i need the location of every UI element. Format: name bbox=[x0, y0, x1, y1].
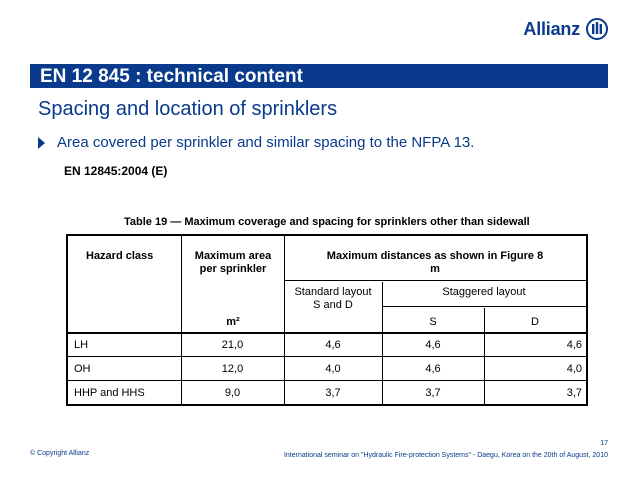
cell-area: 12,0 bbox=[221, 363, 244, 375]
cell-hazard: OH bbox=[74, 363, 91, 375]
header-max-area-line2: per sprinkler bbox=[199, 263, 267, 275]
cell-standard: 3,7 bbox=[325, 387, 341, 399]
cell-hazard: HHP and HHS bbox=[74, 387, 145, 399]
cell-hazard: LH bbox=[74, 339, 89, 351]
col-divider bbox=[181, 236, 182, 404]
standard-excerpt bbox=[60, 156, 596, 410]
header-standard-sd: S and D bbox=[313, 299, 353, 311]
cell-d: 4,6 bbox=[566, 339, 582, 351]
row-divider bbox=[68, 356, 586, 357]
footer-copyright: © Copyright Allianz bbox=[30, 450, 90, 457]
title-bar bbox=[30, 64, 608, 88]
header-distance-unit: m bbox=[430, 263, 440, 275]
triangle-bullet-icon bbox=[38, 137, 45, 149]
cell-s: 4,6 bbox=[425, 339, 441, 351]
page-number: 17 bbox=[600, 440, 608, 447]
cell-s: 4,6 bbox=[425, 363, 441, 375]
cell-standard: 4,6 bbox=[325, 339, 341, 351]
coverage-table bbox=[66, 234, 588, 406]
cell-s: 3,7 bbox=[425, 387, 441, 399]
logo-text: Allianz bbox=[523, 18, 580, 39]
header-max-area-line1: Maximum area bbox=[194, 250, 272, 262]
row-divider bbox=[68, 380, 586, 381]
cell-area: 21,0 bbox=[221, 339, 244, 351]
header-divider bbox=[68, 332, 586, 334]
header-area-unit: m² bbox=[226, 316, 240, 328]
header-d: D bbox=[531, 316, 539, 328]
slide-subtitle: Spacing and location of sprinklers bbox=[38, 98, 338, 120]
header-hazard-class: Hazard class bbox=[86, 250, 154, 262]
row-divider bbox=[284, 280, 586, 281]
cell-area: 9,0 bbox=[224, 387, 241, 399]
cell-d: 4,0 bbox=[566, 363, 582, 375]
cell-standard: 4,0 bbox=[325, 363, 341, 375]
footer-seminar: International seminar on "Hydraulic Fire-protection Systems" - Daegu, Korea on the 20th of August, 2010 bbox=[283, 452, 608, 459]
cell-d: 3,7 bbox=[566, 387, 582, 399]
header-s: S bbox=[429, 316, 437, 328]
bullet-item bbox=[38, 134, 474, 151]
header-standard-layout: Standard layout bbox=[294, 286, 372, 298]
allianz-logo bbox=[523, 18, 608, 40]
bullet-text: Area covered per sprinkler and similar spacing to the NFPA 13. bbox=[57, 134, 475, 151]
header-max-distances: Maximum distances as shown in Figure 8 bbox=[326, 250, 544, 262]
row-divider bbox=[382, 306, 586, 307]
header-staggered-layout: Staggered layout bbox=[442, 286, 526, 298]
table-caption: Table 19 — Maximum coverage and spacing for sprinklers other than sidewall bbox=[124, 216, 530, 228]
slide-title: EN 12 845 : technical content bbox=[40, 66, 303, 87]
standard-reference: EN 12845:2004 (E) bbox=[64, 164, 168, 178]
allianz-eagle-icon bbox=[586, 18, 608, 40]
